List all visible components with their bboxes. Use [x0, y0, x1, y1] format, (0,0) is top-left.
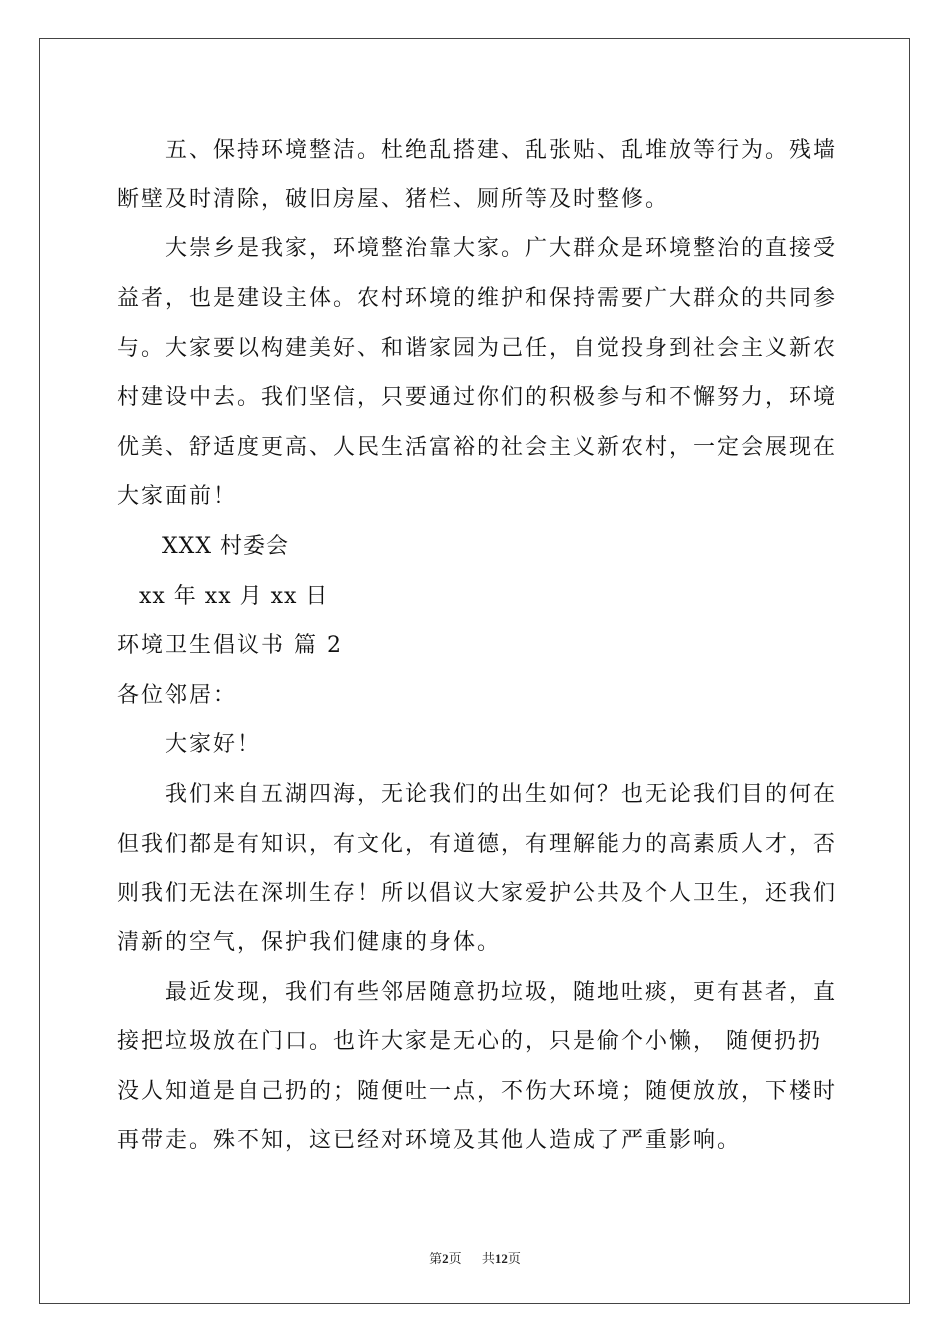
- signature-committee: XXX 村委会: [162, 534, 289, 559]
- paragraph-line: 与。大家要以构建美好、和谐家园为己任，自觉投身到社会主义新农: [117, 336, 838, 361]
- paragraph-line: 益者，也是建设主体。农村环境的维护和保持需要广大群众的共同参: [117, 286, 838, 311]
- paragraph-line: 五、保持环境整洁。杜绝乱搭建、乱张贴、乱堆放等行为。残墙: [165, 138, 838, 163]
- paragraph-line: 大家面前！: [117, 484, 238, 509]
- page-current: 2: [442, 1251, 449, 1266]
- page-footer: [0, 1248, 950, 1267]
- paragraph-line: 但我们都是有知识，有文化，有道德，有理解能力的高素质人才，否: [117, 832, 838, 857]
- paragraph-line: 村建设中去。我们坚信，只要通过你们的积极参与和不懈努力，环境: [117, 385, 838, 410]
- paragraph-line: 接把垃圾放在门口。也许大家是无心的，只是偷个小懒， 随便扔扔: [117, 1029, 822, 1054]
- salutation: 各位邻居：: [117, 683, 238, 708]
- page-frame: [39, 38, 910, 1304]
- paragraph-line: 大崇乡是我家，环境整治靠大家。广大群众是环境整治的直接受: [165, 236, 838, 261]
- paragraph-line: 则我们无法在深圳生存！所以倡议大家爱护公共及个人卫生，还我们: [117, 881, 838, 906]
- paragraph-line: 没人知道是自己扔的；随便吐一点，不伤大环境；随便放放，下楼时: [117, 1079, 838, 1104]
- paragraph-line: 我们来自五湖四海，无论我们的出生如何？也无论我们目的何在: [165, 782, 838, 807]
- signature-date: xx 年 xx 月 xx 日: [139, 584, 329, 609]
- section-heading: 环境卫生倡议书 篇 2: [117, 633, 343, 658]
- page-suffix: 页: [448, 1252, 462, 1267]
- total-prefix: 共: [481, 1252, 495, 1267]
- paragraph-line: 断壁及时清除，破旧房屋、猪栏、厕所等及时整修。: [117, 187, 670, 212]
- paragraph-line: 再带走。殊不知，这已经对环境及其他人造成了严重影响。: [117, 1128, 742, 1153]
- greeting: 大家好！: [165, 732, 262, 757]
- page-prefix: 第: [429, 1252, 443, 1267]
- paragraph-line: 清新的空气，保护我们健康的身体。: [117, 930, 502, 955]
- total-suffix: 页: [507, 1252, 521, 1267]
- paragraph-line: 最近发现，我们有些邻居随意扔垃圾，随地吐痰，更有甚者，直: [165, 980, 838, 1005]
- paragraph-line: 优美、舒适度更高、人民生活富裕的社会主义新农村，一定会展现在: [117, 435, 838, 460]
- page-total: 12: [494, 1251, 508, 1266]
